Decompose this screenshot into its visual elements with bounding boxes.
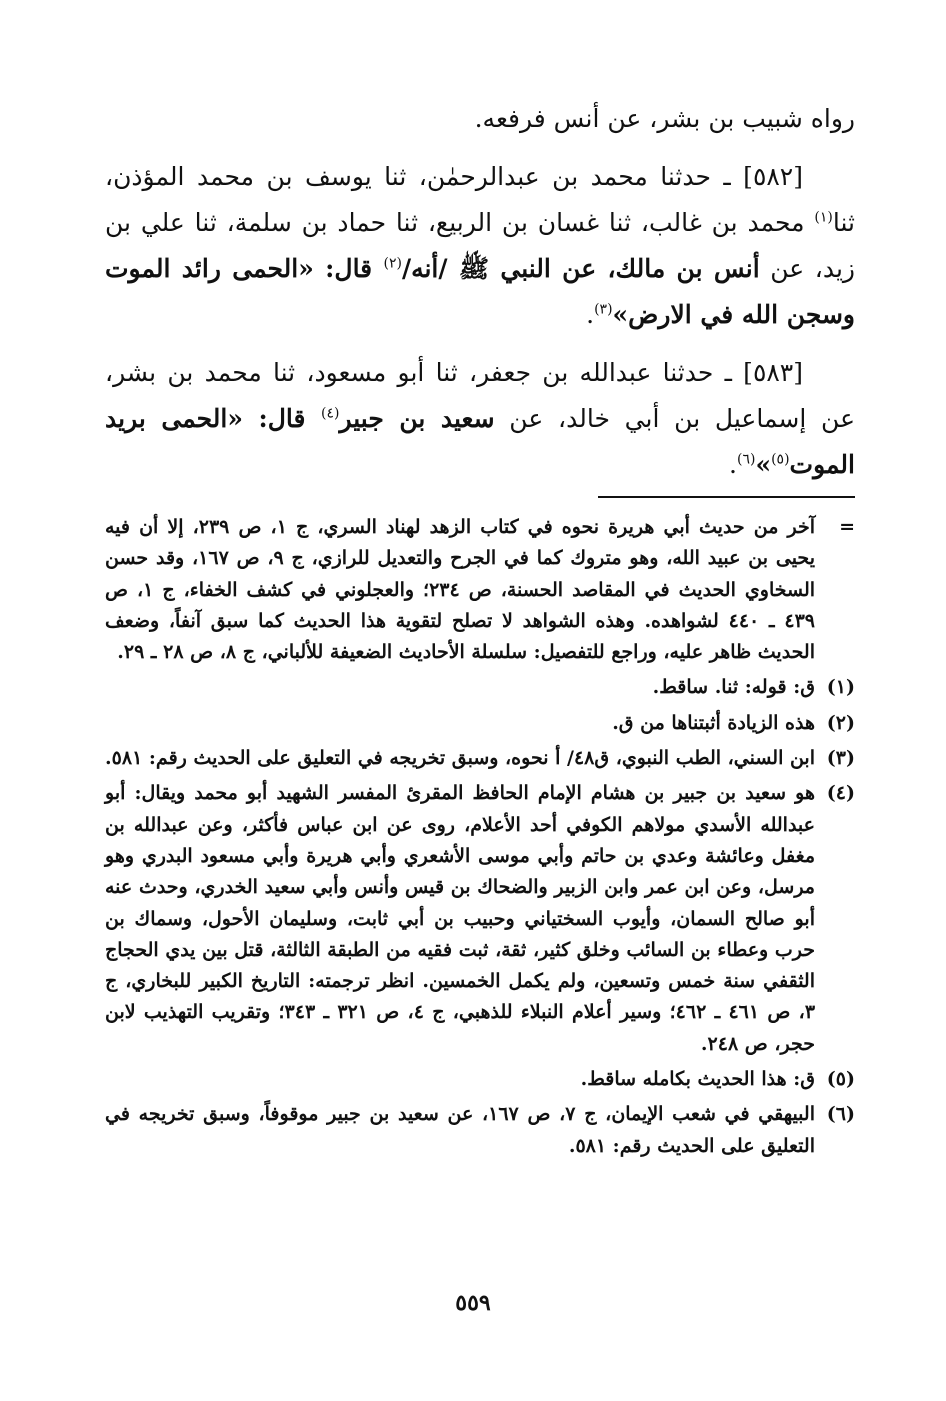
footnotes xyxy=(105,512,855,1166)
footnote-ref-4[interactable]: (٤) xyxy=(321,405,340,422)
footnote-mark: (٤) xyxy=(826,782,855,805)
hadith-583-narrator: سعيد بن جبير xyxy=(339,404,495,433)
footnote-mark: (٥) xyxy=(826,1068,855,1091)
footnote-mark: (٦) xyxy=(826,1103,855,1126)
footnote-1 xyxy=(105,672,855,703)
footnote-ref-1[interactable]: (١) xyxy=(814,209,833,226)
hadith-583-close-quote: » xyxy=(755,450,772,479)
hadith-582-qal: قال: xyxy=(313,254,384,283)
footnote-text: ق: هذا الحديث بكامله ساقط. xyxy=(580,1068,815,1091)
page-number: ٥٥٩ xyxy=(455,1290,491,1316)
hadith-583-qal: قال: xyxy=(242,404,321,433)
hadith-582-matn: «الحمى رائد الموت وسجن الله في الارض» xyxy=(105,254,855,329)
footnote-ref-5[interactable]: (٥) xyxy=(771,451,790,468)
footnote-text: هو سعيد بن جبير بن هشام الإمام الحافظ المقرئ المفسر الشهيد أبو محمد ويقال: أبو عبدالله الأسدي مولاهم الكوفي أحد الأعلام، روى عن ابن عباس فأكثر، وعن عبدالله بن مغفل وعائشة وعدي بن حاتم وأبي موسى الأشعري وأبي هريرة وأبي مسعود البدري وهو مرسل، وعن ابن عمر وابن الزبير والضحاك بن قيس وأنس وأبي سعيد الخدري، وحدث عنه أبو صالح السمان، وأيوب السختياني وحبيب بن أبي ثابت، وسليمان الأحول، وسماك بن حرب وعطاء بن السائب وخلق كثير، ثقة، ثبت فقيه من الطبقة الثالثة، قتل بين يدي الحجاج الثقفي سنة خمس وتسعين، ولم يكمل الخمسين. انظر ترجمته: التاريخ الكبير للبخاري، ج ٣، ص ٤٦١ ـ ٤٦٢؛ وسير أعلام النبلاء للذهبي، ج ٤، ص ٣٢١ ـ ٣٤٣؛ وتقريب التهذيب لابن حجر، ص ٢٤٨. xyxy=(105,782,816,1055)
footnote-mark: (٣) xyxy=(826,747,855,770)
hadith-582-chain-cont: محمد بن غالب، ثنا غسان بن الربيع، ثنا حماد بن سلمة، ثنا علي بن زيد، عن xyxy=(105,208,855,283)
footnote-ref-6[interactable]: (٦) xyxy=(736,451,756,468)
main-text xyxy=(105,96,855,500)
hadith-583-end: . xyxy=(729,450,737,479)
footnote-4 xyxy=(105,778,855,1060)
footnote-text: آخر من حديث أبي هريرة نحوه في كتاب الزهد لهناد السري، ج ١، ص ٢٣٩، إلا أن فيه يحيى بن عبيد الله، وهو متروك كما في الجرح والتعديل للرازي، ج ٩، ص ١٦٧، وقد حسن السخاوي الحديث في المقاصد الحسنة، ص ٢٣٤؛ والعجلوني في كشف الخفاء، ج ١، ص ٤٣٩ ـ ٤٤٠ لشواهده. وهذه الشواهد لا تصلح لتقوية هذا الحديث كما سبق آنفاً، وضعف الحديث ظاهر عليه، وراجع للتفصيل: سلسلة الأحاديث الضعيفة للألباني، ج ٨، ص ٢٨ ـ ٢٩. xyxy=(105,516,816,664)
footnote-5 xyxy=(105,1064,855,1095)
footnote-divider xyxy=(598,496,855,498)
footnote-mark: = xyxy=(839,516,855,538)
footnote-3 xyxy=(105,743,855,774)
hadith-583-chain: [٥٨٣] ـ حدثنا عبدالله بن جعفر، ثنا أبو مسعود، ثنا محمد بن بشر، عن إسماعيل بن أبي خالد، عن xyxy=(105,358,856,433)
footnote-text: البيهقي في شعب الإيمان، ج ٧، ص ١٦٧، عن سعيد بن جبير موقوفاً، وسبق تخريجه في التعليق على الحديث رقم: ٥٨١. xyxy=(105,1103,815,1157)
hadith-583 xyxy=(105,350,855,488)
footnote-6 xyxy=(105,1099,855,1162)
footnote-text: ق: قوله: ثنا. ساقط. xyxy=(652,676,815,699)
footnote-mark: (٢) xyxy=(826,711,855,734)
hadith-582-end: . xyxy=(586,300,595,329)
hadith-582-chain: [٥٨٢] ـ حدثنا محمد بن عبدالرحمٰن، ثنا يوسف بن محمد المؤذن، ثنا xyxy=(105,162,855,237)
paragraph-intro xyxy=(105,96,855,142)
footnote-2 xyxy=(105,708,855,739)
hadith-582-narrator: أنس بن مالك، عن النبي ﷺ /أنه/ xyxy=(401,254,760,283)
hadith-582 xyxy=(105,154,855,338)
hadith-583-matn: «الحمى بريد الموت xyxy=(105,404,855,479)
footnote-continuation xyxy=(105,512,855,668)
footnote-mark: (١) xyxy=(826,676,855,699)
intro-text: رواه شبيب بن بشر، عن أنس فرفعه. xyxy=(474,104,855,133)
footnote-ref-3[interactable]: (٣) xyxy=(594,301,613,318)
footnote-text: هذه الزيادة أثبتناها من ق. xyxy=(612,711,815,734)
footnote-text: ابن السني، الطب النبوي، ق٤٨/ أ نحوه، وسبق تخريجه في التعليق على الحديث رقم: ٥٨١. xyxy=(105,747,815,770)
footnote-ref-2[interactable]: (٢) xyxy=(383,255,402,272)
